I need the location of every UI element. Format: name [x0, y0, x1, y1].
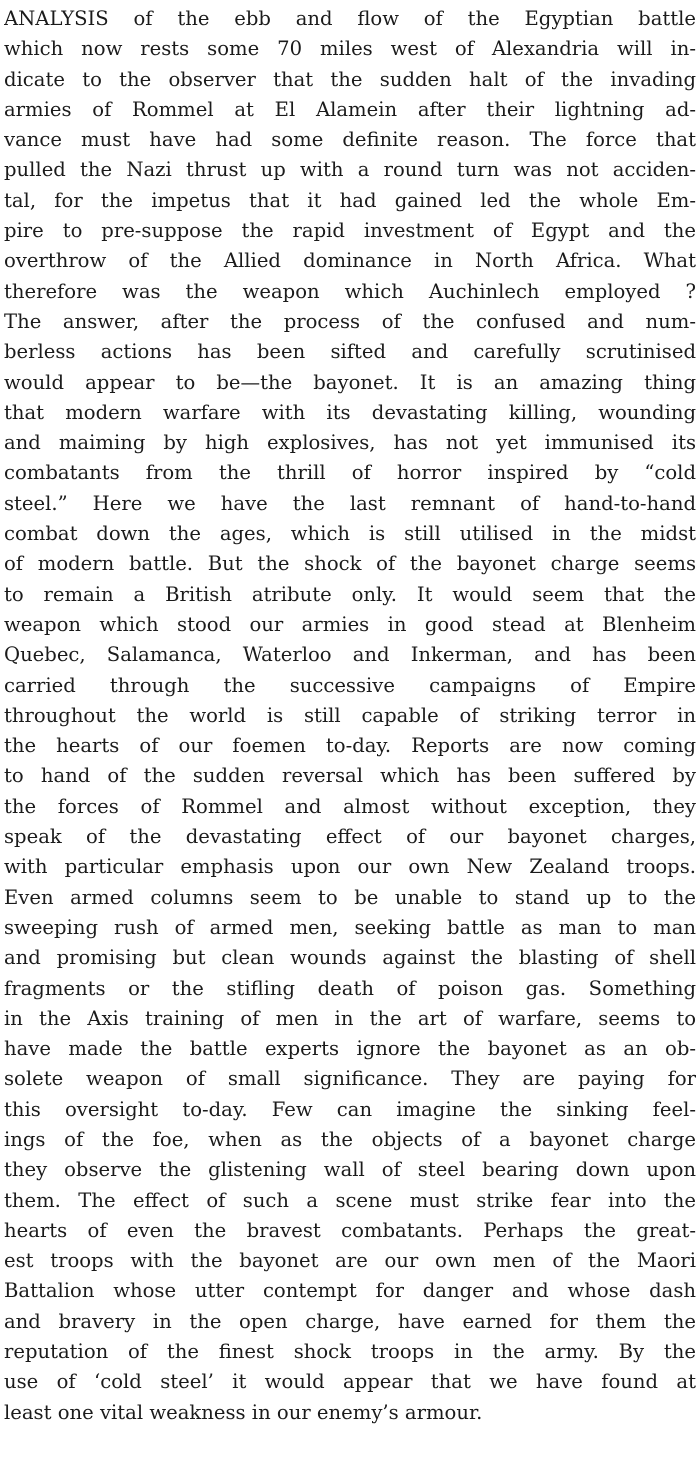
text-line: they observe the glistening wall of steel bearing down upon: [4, 1158, 696, 1182]
text-line: est troops with the bayonet are our own men of the Maori: [4, 1249, 696, 1273]
article-body: [4, 4, 696, 1428]
text-line: hearts of even the bravest combatants. Perhaps the great-: [4, 1218, 696, 1242]
text-line: The answer, after the process of the confused and num-: [4, 309, 696, 333]
text-line: to hand of the sudden reversal which has been suffered by: [4, 764, 696, 788]
text-line: therefore was the weapon which Auchinlech employed ?: [4, 279, 696, 303]
text-line: pire to pre-suppose the rapid investment of Egypt and the: [4, 219, 696, 243]
text-line: of modern battle. But the shock of the bayonet charge seems: [4, 552, 696, 576]
text-line: pulled the Nazi thrust up with a round turn was not acciden-: [4, 158, 696, 182]
text-line: Battalion whose utter contempt for danger and whose dash: [4, 1279, 696, 1303]
text-line: that modern warfare with its devastating killing, wounding: [4, 400, 696, 424]
text-line: steel.” Here we have the last remnant of hand-to-hand: [4, 491, 696, 515]
text-line: this oversight to-day. Few can imagine the sinking feel-: [4, 1097, 696, 1121]
text-line: the hearts of our foemen to-day. Reports are now coming: [4, 734, 696, 758]
text-line: throughout the world is still capable of striking terror in: [4, 703, 696, 727]
text-line: carried through the successive campaigns of Empire: [4, 673, 696, 697]
text-line: armies of Rommel at El Alamein after their lightning ad-: [4, 97, 696, 121]
text-line: and bravery in the open charge, have earned for them the: [4, 1309, 696, 1333]
text-line: in the Axis training of men in the art of warfare, seems to: [4, 1006, 696, 1030]
text-line: tal, for the impetus that it had gained led the whole Em-: [4, 188, 696, 212]
text-line: berless actions has been sifted and carefully scrutinised: [4, 340, 696, 364]
text-line: ings of the foe, when as the objects of a bayonet charge: [4, 1127, 696, 1151]
text-line-last: least one vital weakness in our enemy’s armour.: [4, 1400, 483, 1424]
text-line: speak of the devastating effect of our bayonet charges,: [4, 825, 696, 849]
text-line: fragments or the stifling death of poison gas. Something: [4, 976, 696, 1000]
text-line: reputation of the finest shock troops in the army. By the: [4, 1340, 696, 1364]
text-line: ANALYSIS of the ebb and flow of the Egyptian battle: [4, 7, 696, 30]
text-line: Quebec, Salamanca, Waterloo and Inkerman, and has been: [4, 643, 696, 667]
text-line: and maiming by high explosives, has not yet immunised its: [4, 431, 696, 455]
text-line: weapon which stood our armies in good stead at Blenheim: [4, 612, 696, 636]
text-line: overthrow of the Allied dominance in North Africa. What: [4, 249, 696, 273]
text-line: and promising but clean wounds against the blasting of shell: [4, 946, 696, 970]
text-line: vance must have had some definite reason. The force that: [4, 128, 696, 152]
text-line: use of ‘cold steel’ it would appear that we have found at: [4, 1370, 696, 1394]
text-line: dicate to the observer that the sudden halt of the invading: [4, 67, 696, 91]
text-line: to remain a British atribute only. It would seem that the: [4, 582, 696, 606]
text-line: Even armed columns seem to be unable to stand up to the: [4, 885, 696, 909]
text-line: with particular emphasis upon our own New Zealand troops.: [4, 855, 696, 879]
text-line: the forces of Rommel and almost without exception, they: [4, 794, 696, 818]
text-line: combatants from the thrill of horror inspired by “cold: [4, 461, 696, 485]
text-line: them. The effect of such a scene must strike fear into the: [4, 1188, 696, 1212]
text-line: have made the battle experts ignore the bayonet as an ob-: [4, 1037, 696, 1061]
text-line: would appear to be—the bayonet. It is an amazing thing: [4, 370, 696, 394]
text-line: combat down the ages, which is still utilised in the midst: [4, 522, 696, 546]
text-line: sweeping rush of armed men, seeking battle as man to man: [4, 915, 696, 939]
text-line: which now rests some 70 miles west of Alexandria will in-: [4, 37, 696, 61]
text-line: solete weapon of small significance. They are paying for: [4, 1067, 696, 1091]
